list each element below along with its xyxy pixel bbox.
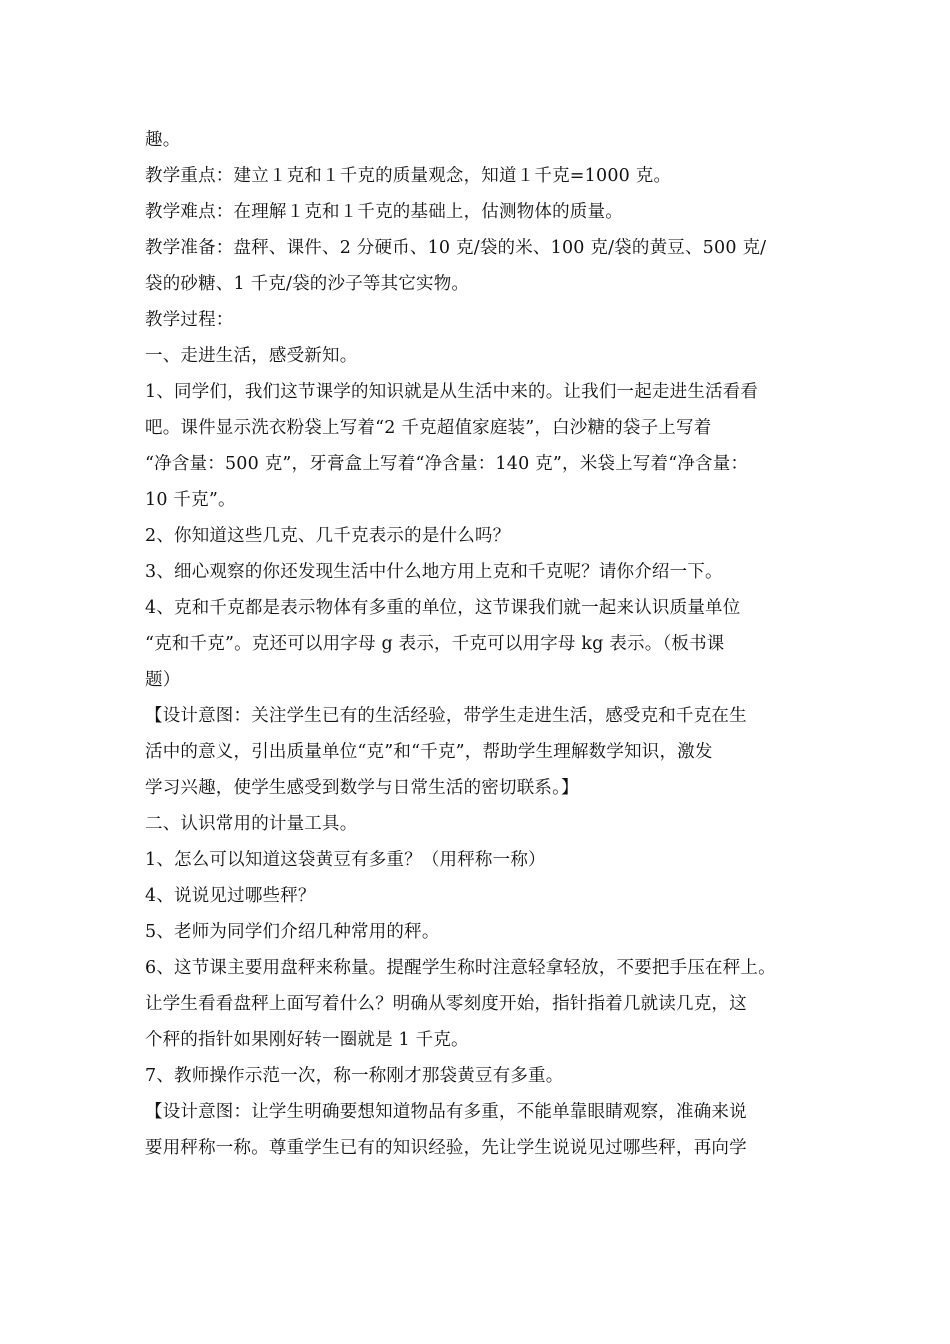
text-line: 题） (145, 670, 181, 690)
text-line: 5、老师为同学们介绍几种常用的秤。 (145, 922, 440, 942)
text-line: 教学重点：建立１克和１千克的质量观念，知道１千克=1000 克。 (145, 166, 672, 186)
text-line: 教学过程： (145, 310, 234, 330)
text-line: “净含量：500 克”，牙膏盒上写着“净含量：140 克”，米袋上写着“净含量： (145, 454, 749, 474)
text-line: 6、这节课主要用盘秤来称量。提醒学生称时注意轻拿轻放，不要把手压在秤上。 (145, 958, 776, 978)
document-body (145, 122, 835, 1166)
design-intent-note: 活中的意义，引出质量单位“克”和“千克”，帮助学生理解数学知识，激发 (145, 742, 713, 762)
text-line: 个秤的指针如果刚好转一圈就是 1 千克。 (145, 1030, 469, 1050)
section-heading: 二、认识常用的计量工具。 (145, 814, 358, 834)
design-intent-note: 【设计意图：关注学生已有的生活经验，带学生走进生活，感受克和千克在生 (145, 706, 747, 726)
design-intent-note: 【设计意图：让学生明确要想知道物品有多重，不能单靠眼睛观察，准确来说 (145, 1102, 747, 1122)
text-line: 4、克和千克都是表示物体有多重的单位，这节课我们就一起来认识质量单位 (145, 598, 741, 618)
section-heading: 一、走进生活，感受新知。 (145, 346, 358, 366)
text-line: 让学生看看盘秤上面写着什么？明确从零刻度开始，指针指着几就读几克，这 (145, 994, 747, 1014)
text-line: 3、细心观察的你还发现生活中什么地方用上克和千克呢？请你介绍一下。 (145, 562, 723, 582)
design-intent-note: 要用秤称一称。尊重学生已有的知识经验，先让学生说说见过哪些秤，再向学 (145, 1138, 747, 1158)
text-line: 10 千克”。 (145, 490, 236, 510)
text-line: 趣。 (145, 130, 181, 150)
text-line: 教学准备：盘秤、课件、2 分硬币、10 克/袋的米、100 克/袋的黄豆、500 克/ (145, 238, 767, 258)
text-line: 7、教师操作示范一次，称一称刚才那袋黄豆有多重。 (145, 1066, 564, 1086)
text-line: 教学难点：在理解１克和１千克的基础上，估测物体的质量。 (145, 202, 623, 222)
text-line: 1、怎么可以知道这袋黄豆有多重？（用秤称一称） (145, 850, 546, 870)
text-line: 4、说说见过哪些秤？ (145, 886, 316, 906)
design-intent-note: 学习兴趣，使学生感受到数学与日常生活的密切联系。】 (145, 778, 579, 798)
text-line: “克和千克”。克还可以用字母 g 表示，千克可以用字母 kg 表示。（板书课 (145, 634, 725, 654)
text-line: 2、你知道这些几克、几千克表示的是什么吗？ (145, 526, 511, 546)
text-line: 袋的砂糖、1 千克/袋的沙子等其它实物。 (145, 274, 470, 294)
text-line: 1、同学们，我们这节课学的知识就是从生活中来的。让我们一起走进生活看看 (145, 382, 759, 402)
text-line: 吧。课件显示洗衣粉袋上写着“2 千克超值家庭装”，白沙糖的袋子上写着 (145, 418, 712, 438)
